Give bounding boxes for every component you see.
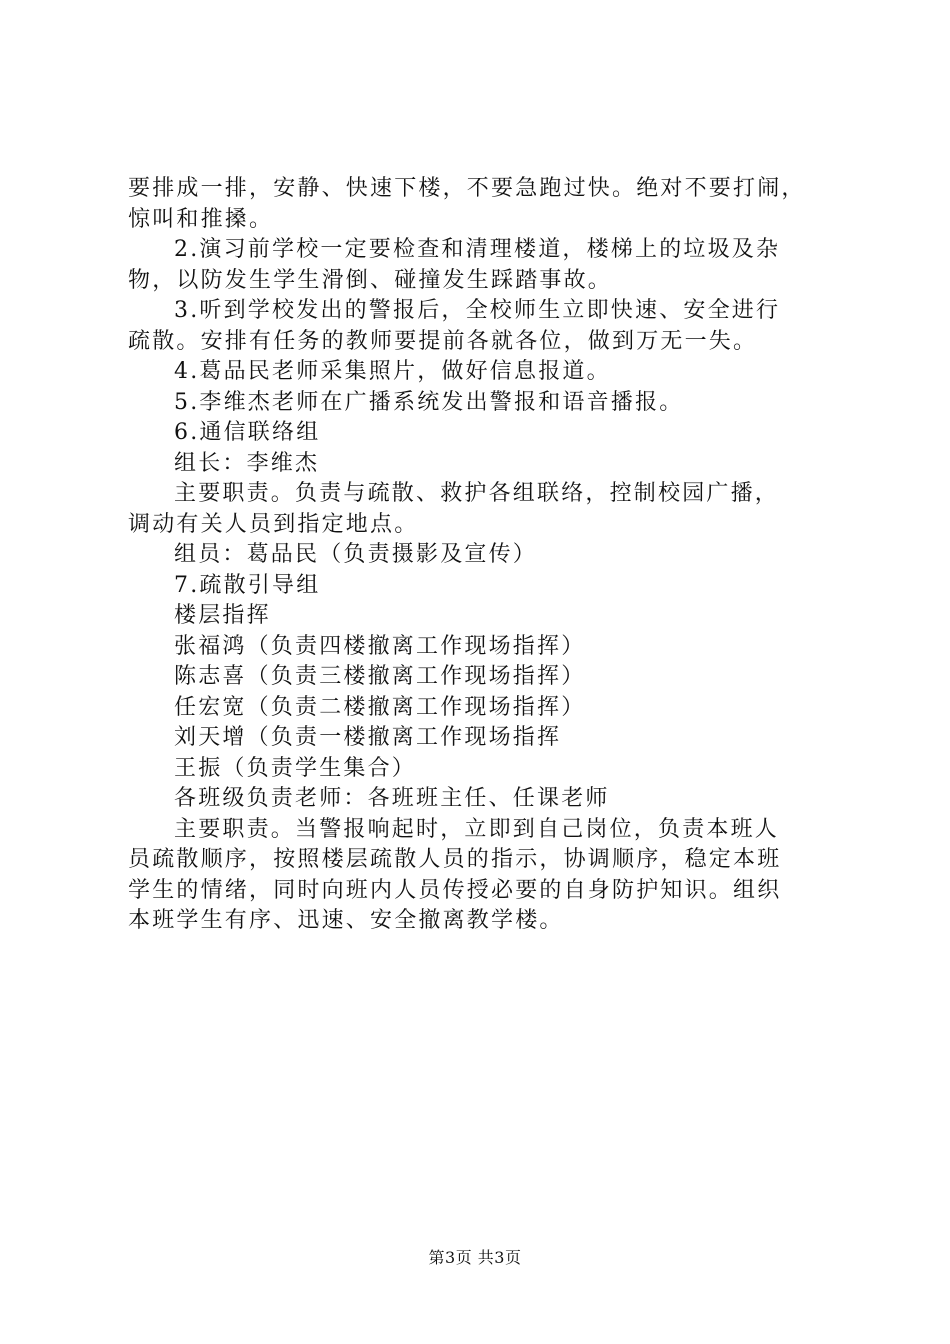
- paragraph-line: 各班级负责老师：各班班主任、任课老师: [174, 786, 610, 811]
- paragraph-line: 张福鸿（负责四楼撤离工作现场指挥）: [174, 633, 586, 659]
- paragraph-line: 刘天增（负责一楼撤离工作现场指挥: [174, 725, 562, 750]
- paragraph-line: 主要职责。当警报响起时，立即到自己岗位，负责本班人: [174, 816, 780, 842]
- paragraph-line: 惊叫和推搡。: [128, 206, 274, 232]
- paragraph-line: 学生的情绪，同时向班内人员传授必要的自身防护知识。组织: [128, 877, 782, 903]
- paragraph-line: 要排成一排，安静、快速下楼，不要急跑过快。绝对不要打闹，: [128, 176, 806, 201]
- paragraph-line: 组员：葛品民（负责摄影及宣传）: [174, 542, 538, 567]
- paragraph-line: 员疏散顺序，按照楼层疏散人员的指示，协调顺序，稳定本班: [128, 847, 782, 872]
- paragraph-line: 3.听到学校发出的警报后，全校师生立即快速、安全进行: [174, 298, 781, 323]
- section-heading: 6.通信联络组: [174, 420, 321, 445]
- paragraph-line: 楼层指挥: [174, 603, 271, 628]
- paragraph-line: 任宏宽（负责二楼撤离工作现场指挥）: [174, 694, 586, 720]
- paragraph-line: 4.葛品民老师采集照片，做好信息报道。: [174, 359, 611, 384]
- paragraph-line: 主要职责。负责与疏散、救护各组联络，控制校园广播，: [174, 481, 780, 506]
- paragraph-line: 疏散。安排有任务的教师要提前各就各位，做到万无一失。: [128, 328, 758, 354]
- document-body: [128, 174, 833, 937]
- paragraph-line: 组长：李维杰: [174, 450, 320, 476]
- paragraph-line: 王振（负责学生集合）: [174, 755, 417, 781]
- section-heading: 7.疏散引导组: [174, 572, 321, 598]
- paragraph-line: 本班学生有序、迅速、安全撤离教学楼。: [128, 908, 564, 933]
- paragraph-line: 5.李维杰老师在广播系统发出警报和语音播报。: [174, 389, 684, 415]
- paragraph-line: 陈志喜（负责三楼撤离工作现场指挥）: [174, 664, 586, 689]
- paragraph-line: 调动有关人员到指定地点。: [128, 511, 419, 537]
- page-footer: 第3页 共3页: [428, 1248, 522, 1267]
- paragraph-line: 2.演习前学校一定要检查和清理楼道，楼梯上的垃圾及杂: [174, 237, 781, 262]
- paragraph-line: 物，以防发生学生滑倒、碰撞发生踩踏事故。: [128, 267, 613, 293]
